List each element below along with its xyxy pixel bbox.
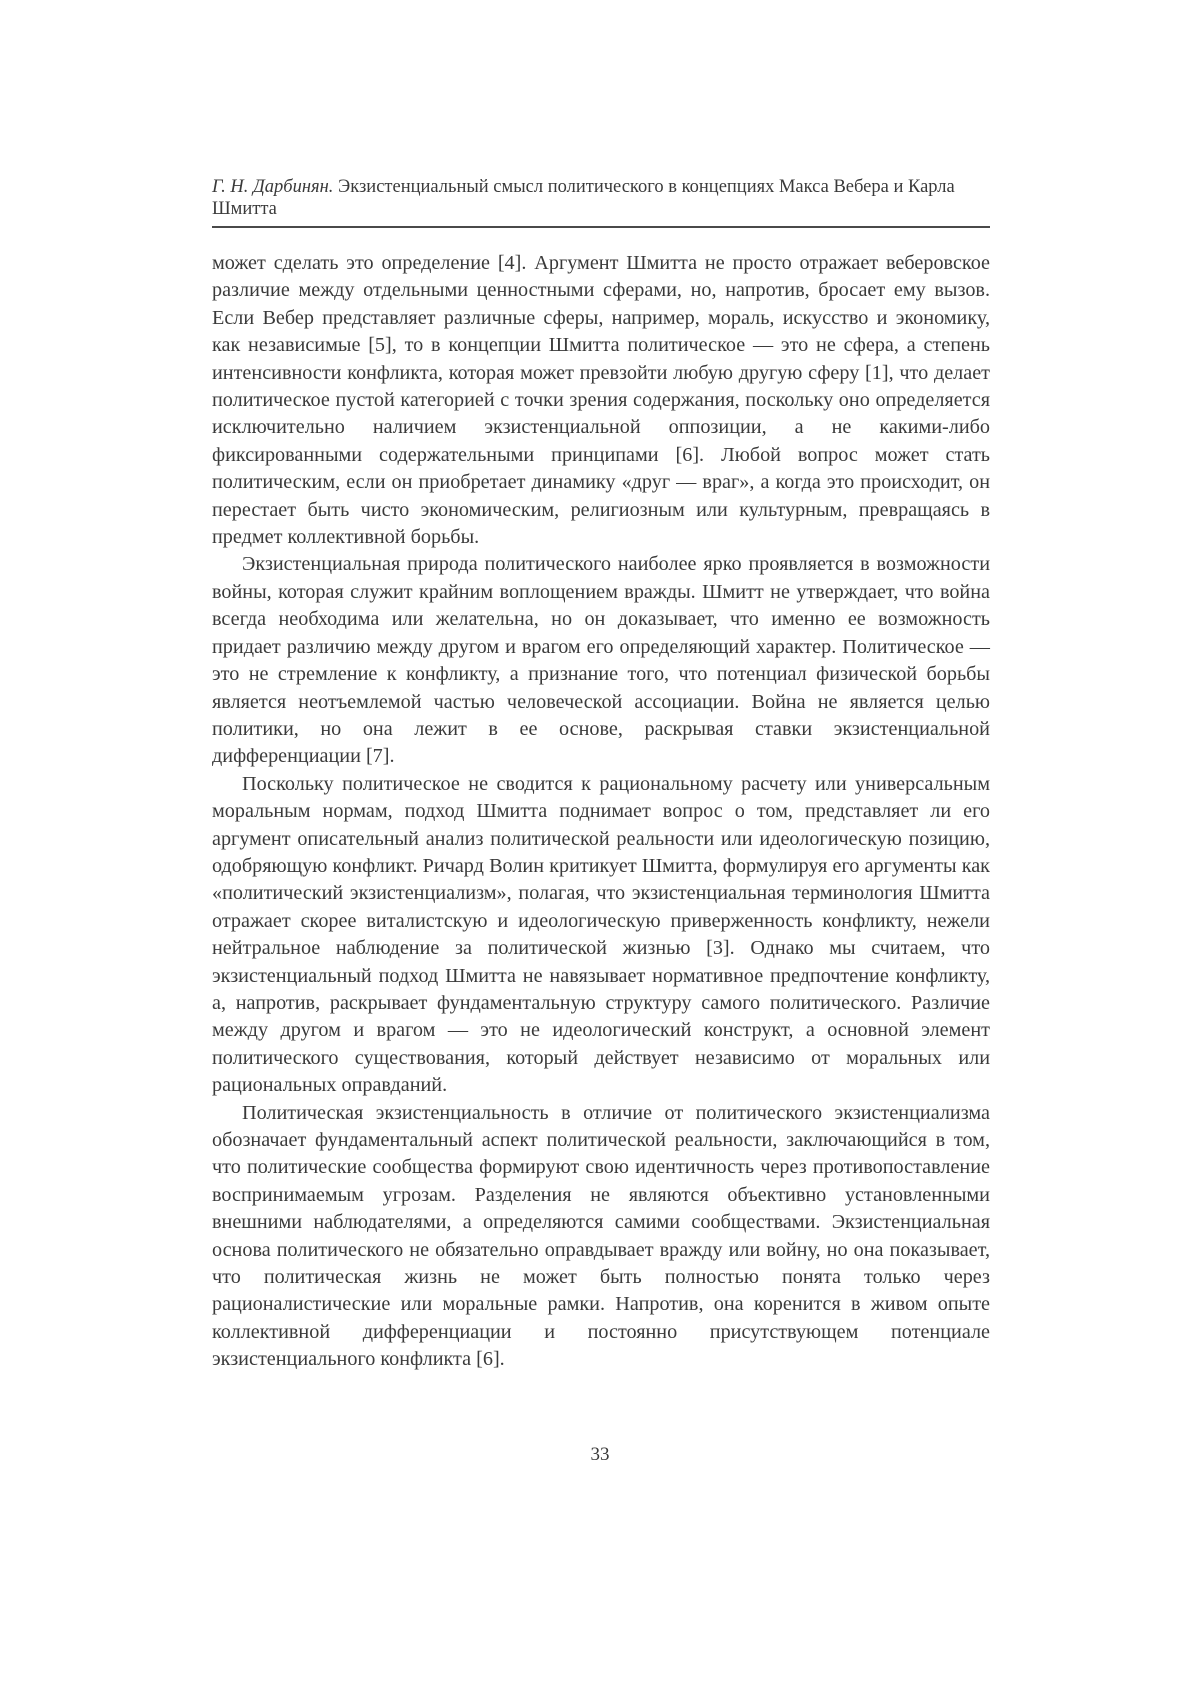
header-title: Экзистенциальный смысл политического в концепциях Макса Вебера и Карла Шмитта bbox=[212, 177, 955, 219]
article-body bbox=[212, 250, 990, 1374]
paragraph-3: Поскольку политическое не сводится к рациональному расчету или универсальным моральным нормам, подход Шмитта поднимает вопрос о том, представляет ли его аргумент описательный анализ политической реальности или идеологическую позицию, одобряющую конфликт. Ричард Волин критикует Шмитта, формулируя его аргументы как «политический экзистенциализм», полагая, что экзистенциальная терминология Шмитта отражает скорее виталистскую и идеологическую приверженность конфликту, нежели нейтральное наблюдение за политической жизнью [3]. Однако мы считаем, что экзистенциальный подход Шмитта не навязывает нормативное предпочтение конфликту, а, напротив, раскрывает фундаментальную структуру самого политического. Различие между другом и врагом — это не идеологический конструкт, а основной элемент политического существования, который действует независимо от моральных или рациональных оправданий. bbox=[212, 771, 990, 1100]
page-content bbox=[212, 176, 990, 1374]
header-author: Г. Н. Дарбинян. bbox=[212, 177, 333, 197]
page-number: 33 bbox=[0, 1444, 1200, 1466]
running-header bbox=[212, 176, 990, 228]
paragraph-1: может сделать это определение [4]. Аргумент Шмитта не просто отражает веберовское различие между отдельными ценностными сферами, но, напротив, бросает ему вызов. Если Вебер представляет различные сферы, например, мораль, искусство и экономику, как независимые [5], то в концепции Шмитта политическое — это не сфера, а степень интенсивности конфликта, которая может превзойти любую другую сферу [1], что делает политическое пустой категорией с точки зрения содержания, поскольку оно определяется исключительно наличием экзистенциальной оппозиции, а не какими-либо фиксированными содержательными принципами [6]. Любой вопрос может стать политическим, если он приобретает динамику «друг — враг», а когда это происходит, он перестает быть чисто экономическим, религиозным или культурным, превращаясь в предмет коллективной борьбы. bbox=[212, 250, 990, 551]
paragraph-4: Политическая экзистенциальность в отличие от политического экзистенциализма обозначает фундаментальный аспект политической реальности, заключающийся в том, что политические сообщества формируют свою идентичность через противопоставление воспринимаемым угрозам. Разделения не являются объективно установленными внешними наблюдателями, а определяются самими сообществами. Экзистенциальная основа политического не обязательно оправдывает вражду или войну, но она показывает, что политическая жизнь не может быть полностью понята только через рационалистические или моральные рамки. Напротив, она коренится в живом опыте коллективной дифференциации и постоянно присутствующем потенциале экзистенциального конфликта [6]. bbox=[212, 1100, 990, 1374]
paragraph-2: Экзистенциальная природа политического наиболее ярко проявляется в возможности войны, которая служит крайним воплощением вражды. Шмитт не утверждает, что война всегда необходима или желательна, но он доказывает, что именно ее возможность придает различию между другом и врагом его определяющий характер. Политическое — это не стремление к конфликту, а признание того, что потенциал физической борьбы является неотъемлемой частью человеческой ассоциации. Война не является целью политики, но она лежит в ее основе, раскрывая ставки экзистенциальной дифференциации [7]. bbox=[212, 551, 990, 770]
